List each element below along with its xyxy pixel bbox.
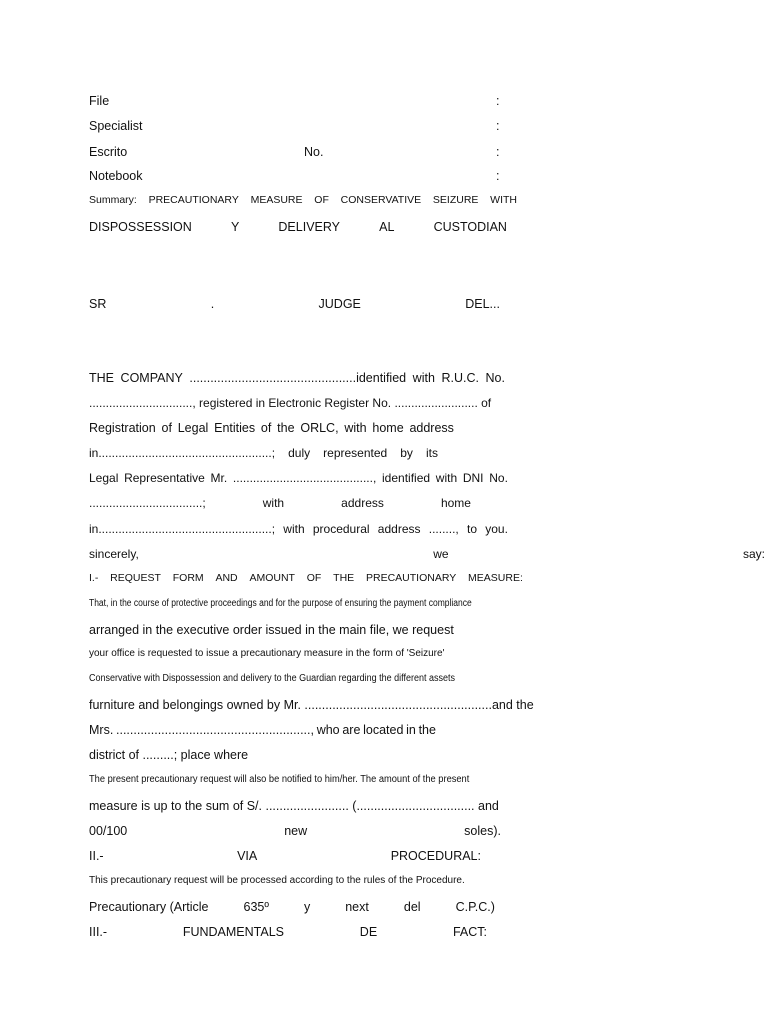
body-line-3: Registration of Legal Entities of the ORLC, with home address [89,421,454,435]
section-1-paragraph-6: Mrs. ........................................................, who are located in the [89,723,436,737]
section-2-paragraph-1: This precautionary request will be processed according to the rules of the Procedure. [89,875,465,886]
section-1-paragraph-9: measure is up to the sum of S/. ........................ (.................................. and [89,799,499,813]
section-2-heading: II.- VIA PROCEDURAL: [89,849,481,863]
body-line-1: THE COMPANY ................................................identified with R.U.C. No. [89,371,505,385]
section-1-paragraph-7: district of .........; place where [89,748,249,762]
body-line-2: ..............................., registered in Electronic Register No. ......................... of [89,396,492,410]
specialist-colon: : [496,119,500,133]
section-1-paragraph-1: That, in the course of protective proceedings and for the purpose of ensuring the payment compliance [89,598,472,609]
section-1-paragraph-4: Conservative with Dispossession and delivery to the Guardian regarding the different assets [89,673,456,684]
body-line-8: sincerely, we say: [89,547,765,561]
summary-line-2: DISPOSSESSION Y DELIVERY AL CUSTODIAN [89,220,507,234]
escrito-colon: : [496,145,500,159]
file-colon: : [496,94,500,108]
file-label: File [89,94,110,108]
body-line-6: ..................................; with address home [89,496,471,510]
notebook-colon: : [496,169,500,183]
section-1-paragraph-5: furniture and belongings owned by Mr. ......................................................and the [89,698,534,712]
section-1-heading: I.- REQUEST FORM AND AMOUNT OF THE PRECAUTIONARY MEASURE: [89,572,523,584]
notebook-label: Notebook [89,169,143,183]
addressee-line: SR . JUDGE DEL... [89,297,500,311]
body-line-7: in....................................................; with procedural address ........, to you. [89,522,508,536]
escrito-no-label: No. [304,145,324,159]
section-1-paragraph-2: arranged in the executive order issued in the main file, we request [89,623,454,637]
section-1-paragraph-8: The present precautionary request will also be notified to him/her. The amount of the present [89,774,470,785]
section-2-paragraph-2: Precautionary (Article 635º y next del C.P.C.) [89,900,495,914]
specialist-label: Specialist [89,119,143,133]
body-line-4: in....................................................; duly represented by its [89,446,438,460]
section-1-paragraph-10: 00/100 new soles). [89,824,501,838]
body-line-5: Legal Representative Mr. .........................................., identified with DNI No. [89,471,508,485]
section-3-heading: III.- FUNDAMENTALS DE FACT: [89,925,487,939]
summary-line-1: Summary: PRECAUTIONARY MEASURE OF CONSERVATIVE SEIZURE WITH [89,194,517,206]
section-1-paragraph-3: your office is requested to issue a precautionary measure in the form of 'Seizure' [89,648,445,659]
escrito-label: Escrito [89,145,128,159]
